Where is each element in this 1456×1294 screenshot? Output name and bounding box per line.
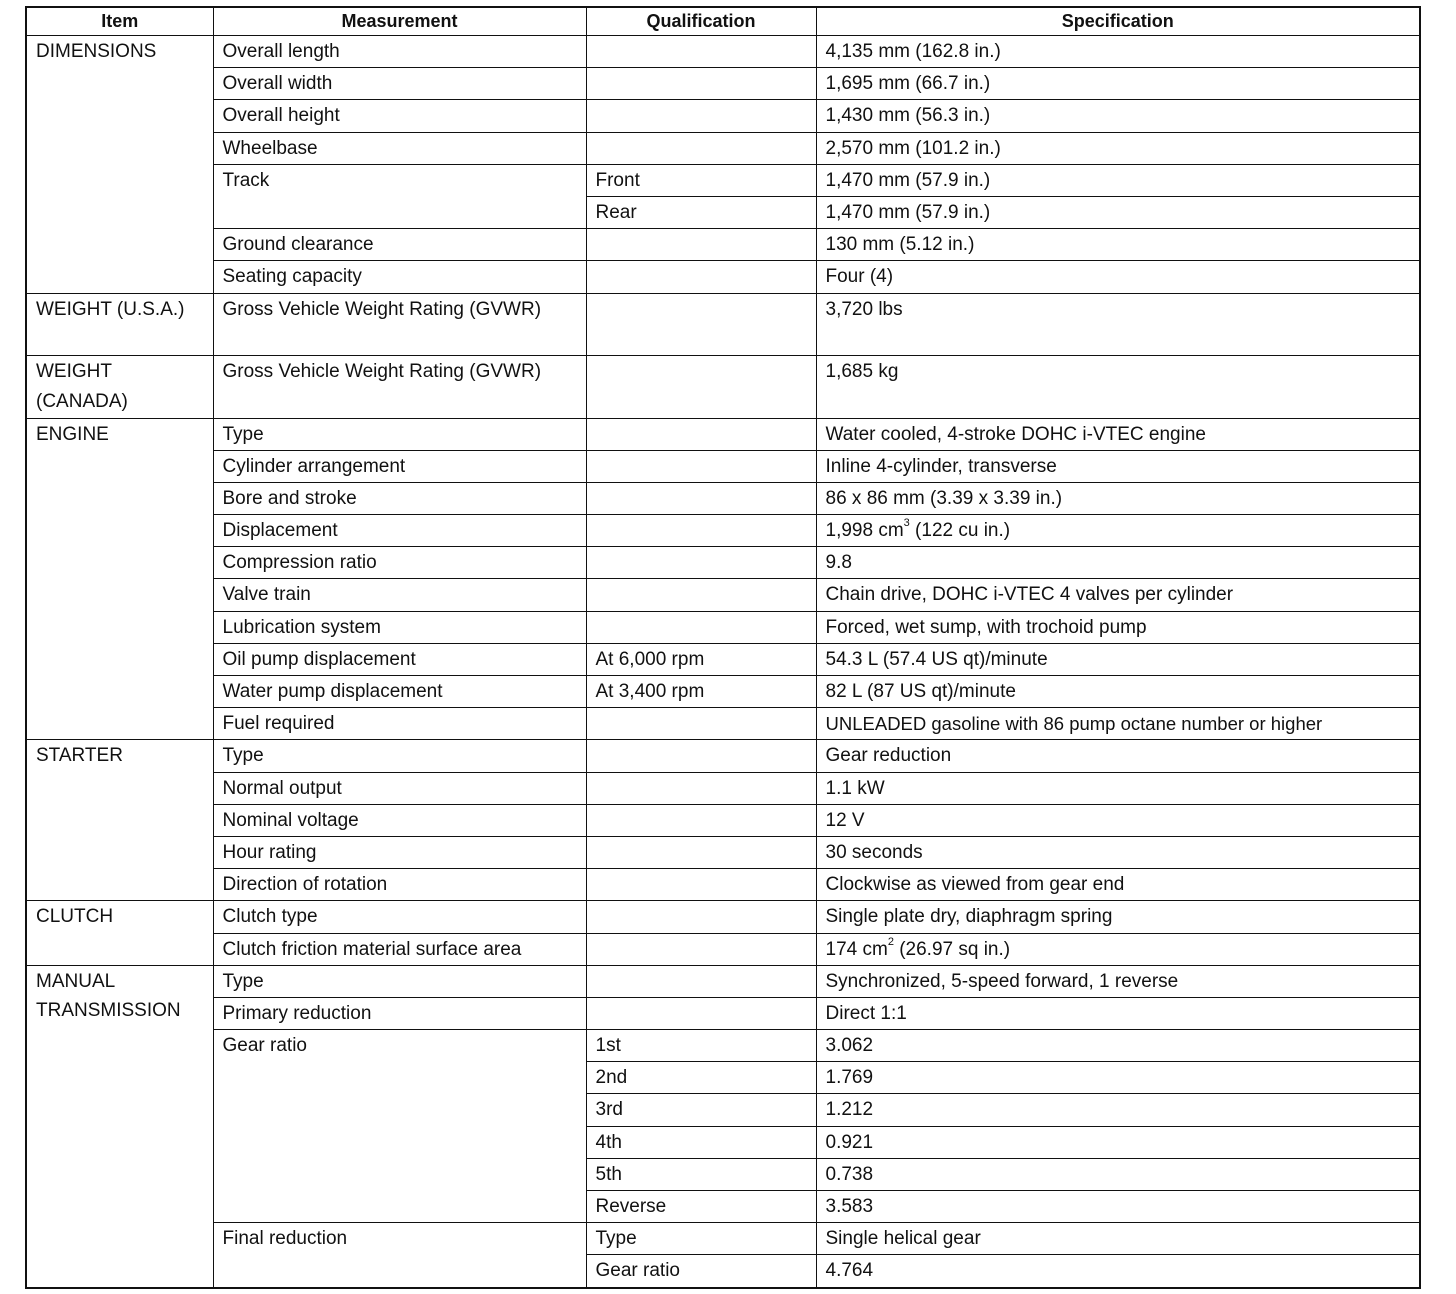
- spec-cell: 3,720 lbs: [816, 293, 1420, 356]
- specifications-table: [25, 6, 1421, 1289]
- measurement-cell: Valve train: [213, 579, 586, 611]
- measurement-cell: Normal output: [213, 772, 586, 804]
- item-dimensions: DIMENSIONS: [26, 36, 213, 294]
- spec-value-suffix: (26.97 sq in.): [893, 938, 1011, 960]
- table-row: [26, 36, 1420, 68]
- measurement-cell: Bore and stroke: [213, 482, 586, 514]
- table-row: [26, 772, 1420, 804]
- table-row: [26, 68, 1420, 100]
- measurement-cell: Oil pump displacement: [213, 643, 586, 675]
- qualification-cell: 2nd: [586, 1062, 816, 1094]
- qualification-cell: Reverse: [586, 1191, 816, 1223]
- measurement-cell: Seating capacity: [213, 261, 586, 293]
- measurement-cell: Hour rating: [213, 836, 586, 868]
- measurement-cell: Gear ratio: [213, 1030, 586, 1223]
- measurement-cell: Direction of rotation: [213, 869, 586, 901]
- qualification-cell: [586, 997, 816, 1029]
- spec-cell: 12 V: [816, 804, 1420, 836]
- spec-cell: 1.212: [816, 1094, 1420, 1126]
- table-row: [26, 450, 1420, 482]
- qualification-cell: [586, 547, 816, 579]
- measurement-cell: Type: [213, 418, 586, 450]
- table-row: [26, 676, 1420, 708]
- table-row: [26, 515, 1420, 547]
- spec-cell: 9.8: [816, 547, 1420, 579]
- spec-cell: 82 L (87 US qt)/minute: [816, 676, 1420, 708]
- header-qualification: Qualification: [586, 7, 816, 36]
- qualification-cell: [586, 740, 816, 772]
- superscript: 3: [903, 517, 910, 530]
- item-starter: STARTER: [26, 740, 213, 901]
- table-row: [26, 1223, 1420, 1255]
- table-row: [26, 740, 1420, 772]
- qualification-cell: [586, 36, 816, 68]
- measurement-cell: Cylinder arrangement: [213, 450, 586, 482]
- qualification-cell: 4th: [586, 1126, 816, 1158]
- spec-cell: Inline 4-cylinder, transverse: [816, 450, 1420, 482]
- header-row: [26, 7, 1420, 36]
- table-row: [26, 164, 1420, 196]
- spec-cell: Forced, wet sump, with trochoid pump: [816, 611, 1420, 643]
- qualification-cell: 3rd: [586, 1094, 816, 1126]
- qualification-cell: [586, 482, 816, 514]
- spec-cell: Chain drive, DOHC i-VTEC 4 valves per cylinder: [816, 579, 1420, 611]
- qualification-cell: [586, 933, 816, 965]
- qualification-cell: Front: [586, 164, 816, 196]
- qualification-cell: [586, 804, 816, 836]
- measurement-cell: Type: [213, 965, 586, 997]
- qualification-cell: [586, 450, 816, 482]
- qualification-cell: Gear ratio: [586, 1255, 816, 1288]
- spec-cell: UNLEADED gasoline with 86 pump octane number or higher: [816, 708, 1420, 740]
- spec-cell: 4.764: [816, 1255, 1420, 1288]
- table-row: [26, 804, 1420, 836]
- item-manual-transmission: MANUAL TRANSMISSION: [26, 965, 213, 1287]
- measurement-cell: Final reduction: [213, 1223, 586, 1288]
- qualification-cell: At 6,000 rpm: [586, 643, 816, 675]
- qualification-cell: [586, 708, 816, 740]
- spec-cell: 54.3 L (57.4 US qt)/minute: [816, 643, 1420, 675]
- table-row: [26, 997, 1420, 1029]
- qualification-cell: [586, 965, 816, 997]
- item-engine: ENGINE: [26, 418, 213, 740]
- table-row: [26, 869, 1420, 901]
- measurement-cell: Ground clearance: [213, 229, 586, 261]
- qualification-cell: [586, 515, 816, 547]
- table-row: [26, 708, 1420, 740]
- spec-cell: Clockwise as viewed from gear end: [816, 869, 1420, 901]
- header-item: Item: [26, 7, 213, 36]
- spec-cell: [816, 515, 1420, 547]
- spec-cell: 1,470 mm (57.9 in.): [816, 164, 1420, 196]
- qualification-cell: [586, 261, 816, 293]
- qualification-cell: [586, 418, 816, 450]
- qualification-cell: 1st: [586, 1030, 816, 1062]
- measurement-cell: Clutch type: [213, 901, 586, 933]
- item-weight-usa: WEIGHT (U.S.A.): [26, 293, 213, 356]
- qualification-cell: [586, 356, 816, 419]
- superscript: 2: [887, 935, 894, 948]
- spec-value-suffix: (122 cu in.): [909, 520, 1011, 542]
- qualification-cell: [586, 229, 816, 261]
- measurement-cell: Primary reduction: [213, 997, 586, 1029]
- table-row: [26, 933, 1420, 965]
- measurement-cell: Clutch friction material surface area: [213, 933, 586, 965]
- qualification-cell: Rear: [586, 196, 816, 228]
- table-row: [26, 836, 1420, 868]
- qualification-cell: [586, 100, 816, 132]
- spec-cell: Synchronized, 5-speed forward, 1 reverse: [816, 965, 1420, 997]
- qualification-cell: Type: [586, 1223, 816, 1255]
- table-row: [26, 229, 1420, 261]
- measurement-cell: Overall length: [213, 36, 586, 68]
- spec-cell: Gear reduction: [816, 740, 1420, 772]
- table-row: [26, 261, 1420, 293]
- qualification-cell: [586, 68, 816, 100]
- measurement-cell: Gross Vehicle Weight Rating (GVWR): [213, 356, 586, 419]
- measurement-cell: Compression ratio: [213, 547, 586, 579]
- item-clutch: CLUTCH: [26, 901, 213, 965]
- measurement-cell: Wheelbase: [213, 132, 586, 164]
- header-specification: Specification: [816, 7, 1420, 36]
- spec-cell: 1,470 mm (57.9 in.): [816, 196, 1420, 228]
- table-row: [26, 547, 1420, 579]
- spec-value: 174 cm: [825, 938, 888, 960]
- table-row: [26, 132, 1420, 164]
- measurement-cell: Lubrication system: [213, 611, 586, 643]
- spec-cell: 4,135 mm (162.8 in.): [816, 36, 1420, 68]
- table-row: [26, 579, 1420, 611]
- spec-cell: 1,685 kg: [816, 356, 1420, 419]
- measurement-cell: Nominal voltage: [213, 804, 586, 836]
- table-row: [26, 418, 1420, 450]
- table-row: [26, 356, 1420, 419]
- header-measurement: Measurement: [213, 7, 586, 36]
- measurement-cell: Type: [213, 740, 586, 772]
- spec-cell: 86 x 86 mm (3.39 x 3.39 in.): [816, 482, 1420, 514]
- table-row: [26, 611, 1420, 643]
- spec-cell: [816, 933, 1420, 965]
- spec-cell: 3.583: [816, 1191, 1420, 1223]
- measurement-cell: Overall width: [213, 68, 586, 100]
- table-row: [26, 901, 1420, 933]
- table-row: [26, 643, 1420, 675]
- spec-cell: 1,430 mm (56.3 in.): [816, 100, 1420, 132]
- qualification-cell: [586, 869, 816, 901]
- qualification-cell: 5th: [586, 1158, 816, 1190]
- measurement-cell: Gross Vehicle Weight Rating (GVWR): [213, 293, 586, 356]
- table-row: [26, 293, 1420, 356]
- spec-cell: 0.921: [816, 1126, 1420, 1158]
- qualification-cell: [586, 132, 816, 164]
- table-row: [26, 482, 1420, 514]
- measurement-cell: Fuel required: [213, 708, 586, 740]
- qualification-cell: At 3,400 rpm: [586, 676, 816, 708]
- spec-cell: 2,570 mm (101.2 in.): [816, 132, 1420, 164]
- table-row: [26, 1030, 1420, 1062]
- qualification-cell: [586, 901, 816, 933]
- spec-cell: 30 seconds: [816, 836, 1420, 868]
- qualification-cell: [586, 579, 816, 611]
- spec-cell: 1,695 mm (66.7 in.): [816, 68, 1420, 100]
- qualification-cell: [586, 611, 816, 643]
- qualification-cell: [586, 772, 816, 804]
- table-row: [26, 100, 1420, 132]
- qualification-cell: [586, 836, 816, 868]
- spec-cell: 3.062: [816, 1030, 1420, 1062]
- spec-cell: Water cooled, 4-stroke DOHC i-VTEC engine: [816, 418, 1420, 450]
- spec-cell: 1.769: [816, 1062, 1420, 1094]
- spec-cell: 1.1 kW: [816, 772, 1420, 804]
- spec-cell: Single plate dry, diaphragm spring: [816, 901, 1420, 933]
- spec-cell: 0.738: [816, 1158, 1420, 1190]
- spec-cell: Four (4): [816, 261, 1420, 293]
- spec-cell: Single helical gear: [816, 1223, 1420, 1255]
- measurement-cell: Displacement: [213, 515, 586, 547]
- qualification-cell: [586, 293, 816, 356]
- table-row: [26, 965, 1420, 997]
- spec-cell: Direct 1:1: [816, 997, 1420, 1029]
- measurement-cell: Water pump displacement: [213, 676, 586, 708]
- measurement-cell: Overall height: [213, 100, 586, 132]
- measurement-cell: Track: [213, 164, 586, 228]
- spec-value: 1,998 cm: [825, 520, 904, 542]
- spec-cell: 130 mm (5.12 in.): [816, 229, 1420, 261]
- item-weight-canada: WEIGHT (CANADA): [26, 356, 213, 419]
